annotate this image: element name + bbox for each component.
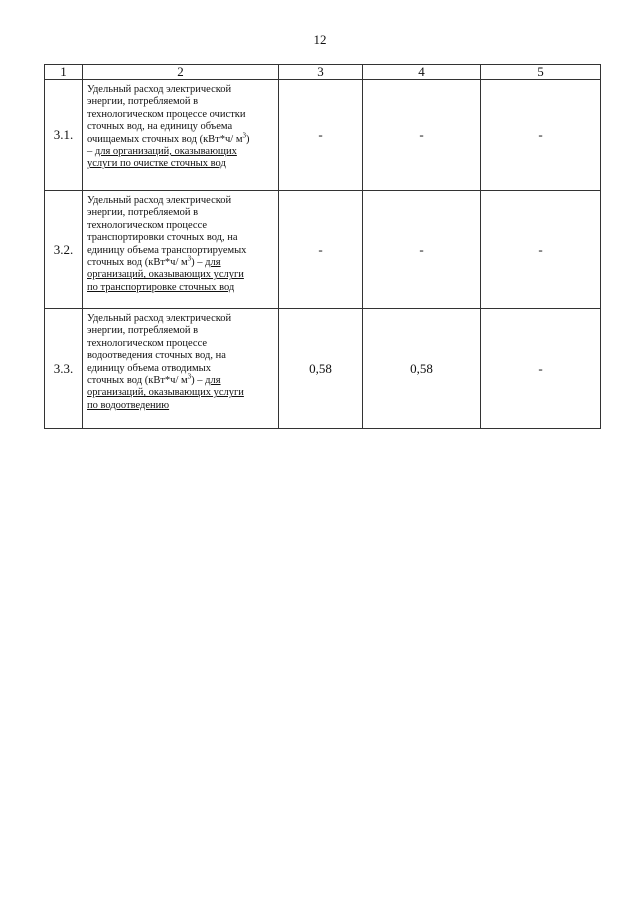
desc-line: сточных вод (кВт*ч/ м <box>87 257 188 269</box>
desc-line: Удельный расход электрической <box>87 313 232 324</box>
org-scope-text: организаций, оказывающих услуги <box>87 387 244 399</box>
org-scope-text: для <box>205 257 221 269</box>
row-description <box>83 80 279 191</box>
page-number: 12 <box>313 32 327 47</box>
unit-superscript: 3 <box>187 254 192 263</box>
value-col3: - <box>279 191 363 309</box>
column-header: 1 <box>45 65 83 80</box>
value-col4: - <box>363 191 481 309</box>
unit-close: ) – <box>191 257 206 269</box>
table-header-row <box>45 65 601 80</box>
org-scope-text: по транспортировке сточных вод <box>87 281 235 293</box>
row-number: 3.3. <box>45 309 83 429</box>
org-scope-text: для <box>205 375 221 387</box>
unit-superscript: 3 <box>242 131 246 140</box>
table-row <box>45 309 601 429</box>
org-scope-text: организаций, оказывающих услуги <box>87 269 244 281</box>
desc-line: единицу объема транспортируемых <box>87 244 247 256</box>
unit-close: ) – <box>191 375 206 387</box>
unit-superscript: 3 <box>187 372 192 381</box>
value-col5: - <box>481 191 601 309</box>
desc-line: технологическом процессе <box>87 219 208 231</box>
org-scope-text: для организаций, оказывающих <box>94 146 237 158</box>
org-scope-text: услуги по очистке сточных вод <box>87 158 226 170</box>
desc-line: технологическом процессе очистки <box>87 108 246 120</box>
value-col4: 0,58 <box>363 309 481 429</box>
row-description <box>83 191 279 309</box>
desc-line: технологическом процессе <box>87 337 208 349</box>
value-col5: - <box>481 80 601 191</box>
row-description <box>83 309 279 429</box>
desc-line: энергии, потребляемой в <box>87 325 199 337</box>
row-number: 3.2. <box>45 191 83 309</box>
desc-line: водоотведения сточных вод, на <box>87 350 226 362</box>
value-col3: - <box>279 80 363 191</box>
value-col3: 0,58 <box>279 309 363 429</box>
value-col4: - <box>363 80 481 191</box>
desc-line: энергии, потребляемой в <box>87 207 199 219</box>
unit-close: ) <box>246 133 250 145</box>
column-header: 4 <box>363 65 481 80</box>
table-row <box>45 191 601 309</box>
dash: – <box>87 146 95 158</box>
desc-line: очищаемых сточных вод (кВт*ч/ м <box>87 133 243 145</box>
row-number: 3.1. <box>45 80 83 191</box>
desc-line: сточных вод (кВт*ч/ м <box>87 375 188 387</box>
org-scope-text: по водоотведению <box>87 399 170 411</box>
table-row <box>45 80 601 191</box>
desc-line: сточных вод, на единицу объема <box>87 121 233 133</box>
desc-line: Удельный расход электрической <box>87 84 232 95</box>
column-header: 2 <box>83 65 279 80</box>
desc-line: единицу объема отводимых <box>87 362 211 374</box>
desc-line: Удельный расход электрической <box>87 195 232 206</box>
column-header: 3 <box>279 65 363 80</box>
value-col5: - <box>481 309 601 429</box>
indicators-table <box>44 64 601 429</box>
desc-line: транспортировки сточных вод, на <box>87 232 238 244</box>
column-header: 5 <box>481 65 601 80</box>
desc-line: энергии, потребляемой в <box>87 96 199 108</box>
